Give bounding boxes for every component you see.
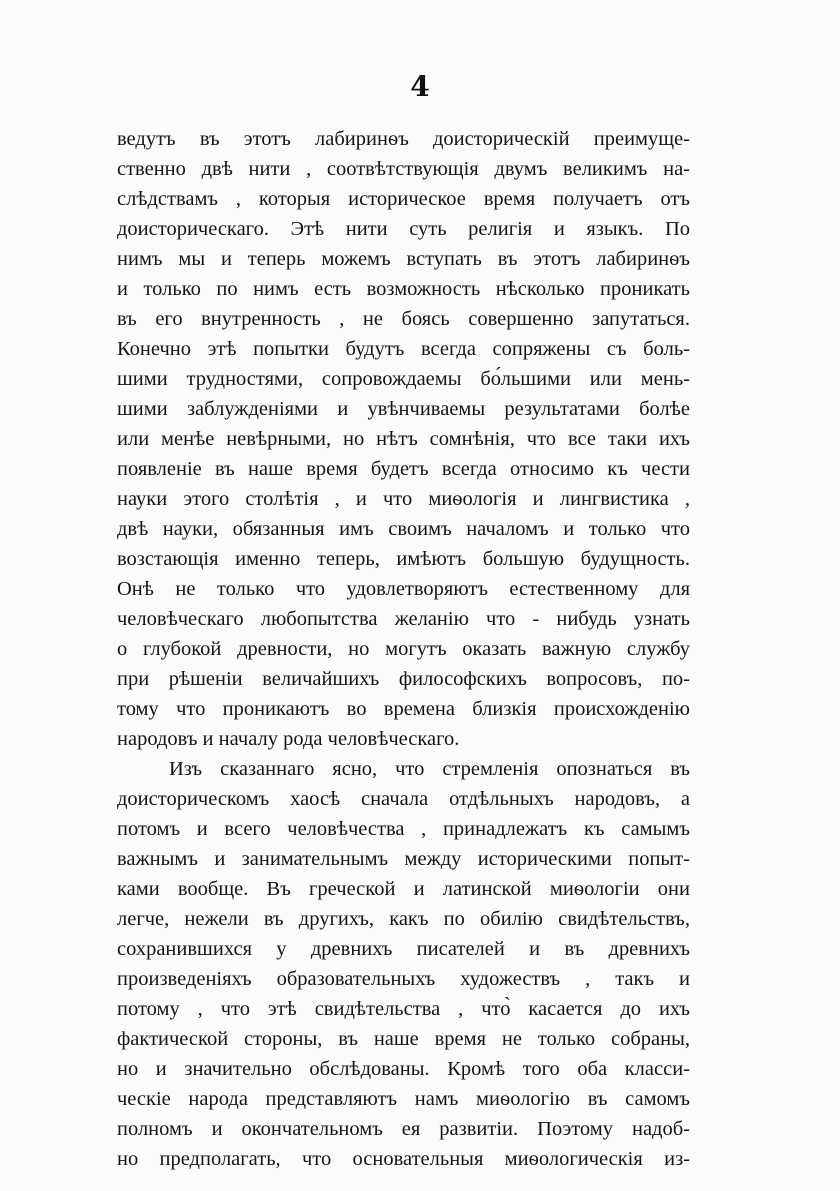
text-line: тому что проникаютъ во времена близкія происхожденію bbox=[117, 698, 690, 720]
text-line: ведутъ въ этотъ лабиринѳъ доисторическій преимуще- bbox=[117, 128, 690, 150]
text-line: фактической стороны, въ наше время не только собраны, bbox=[117, 1028, 690, 1050]
text-line: нимъ мы и теперь можемъ вступать въ этотъ лабиринѳъ bbox=[117, 248, 690, 270]
page-number: 4 bbox=[410, 70, 430, 103]
text-line: потому , что этѣ свидѣтельства , что̀ касается до ихъ bbox=[117, 998, 690, 1020]
text-line: въ его внутренность , не боясь совершенно запутаться. bbox=[117, 308, 690, 330]
text-line: ческіе народа представляютъ намъ миѳологію въ самомъ bbox=[117, 1088, 690, 1110]
text-line: Изъ сказаннаго ясно, что стремленія опознаться въ bbox=[169, 758, 690, 780]
text-line: слѣдствамъ , которыя историческое время получаетъ отъ bbox=[117, 188, 690, 210]
text-line: произведеніяхъ образовательныхъ художествъ , такъ и bbox=[117, 968, 690, 990]
text-line: сохранившихся у древнихъ писателей и въ древнихъ bbox=[117, 938, 690, 960]
text-line: важнымъ и занимательнымъ между историческими попыт- bbox=[117, 848, 690, 870]
text-line: о глубокой древности, но могутъ оказать важную службу bbox=[117, 638, 690, 660]
text-line: появленіе въ наше время будетъ всегда относимо къ чести bbox=[117, 458, 690, 480]
body-text bbox=[117, 124, 690, 1174]
text-line: ственно двѣ нити , соотвѣтствующія двумъ великимъ на- bbox=[117, 158, 690, 180]
paragraph-2 bbox=[117, 754, 690, 1174]
text-line: потомъ и всего человѣчества , принадлежатъ къ самымъ bbox=[117, 818, 690, 840]
paragraph-1 bbox=[117, 124, 690, 754]
text-line: двѣ науки, обязанныя имъ своимъ началомъ и только что bbox=[117, 518, 690, 540]
text-line: шими заблужденіями и увѣнчиваемы результатами болѣе bbox=[117, 398, 690, 420]
text-line: Онѣ не только что удовлетворяютъ естественному для bbox=[117, 578, 690, 600]
text-line: человѣческаго любопытства желанію что - нибудь узнать bbox=[117, 608, 690, 630]
text-line: народовъ и началу рода человѣческаго. bbox=[117, 728, 460, 750]
text-line: доисторическомъ хаосѣ сначала отдѣльныхъ народовъ, а bbox=[117, 788, 690, 810]
text-line: и только по нимъ есть возможность нѣсколько проникать bbox=[117, 278, 690, 300]
text-line: но и значительно обслѣдованы. Кромѣ того оба класси- bbox=[117, 1058, 690, 1080]
text-line: ками вообще. Въ греческой и латинской миѳологіи они bbox=[117, 878, 690, 900]
text-line: полномъ и окончательномъ ея развитіи. Поэтому надоб- bbox=[117, 1118, 690, 1140]
text-line: науки этого столѣтія , и что миѳологія и лингвистика , bbox=[117, 488, 690, 510]
text-line: при рѣшеніи величайшихъ философскихъ вопросовъ, по- bbox=[117, 668, 690, 690]
text-line: шими трудностями, сопровождаемы бо́льшими или мень- bbox=[117, 368, 690, 390]
text-line: Конечно этѣ попытки будутъ всегда сопряжены съ боль- bbox=[117, 338, 690, 360]
text-line: возстающія именно теперь, имѣютъ большую будущность. bbox=[117, 548, 690, 570]
text-line: но предполагать, что основательныя миѳологическія из- bbox=[117, 1148, 690, 1170]
text-line: доисторическаго. Этѣ нити суть религія и языкъ. По bbox=[117, 218, 690, 240]
text-line: или менѣе невѣрными, но нѣтъ сомнѣнія, что все таки ихъ bbox=[117, 428, 690, 450]
text-line: легче, нежели въ другихъ, какъ по обилію свидѣтельствъ, bbox=[117, 908, 690, 930]
